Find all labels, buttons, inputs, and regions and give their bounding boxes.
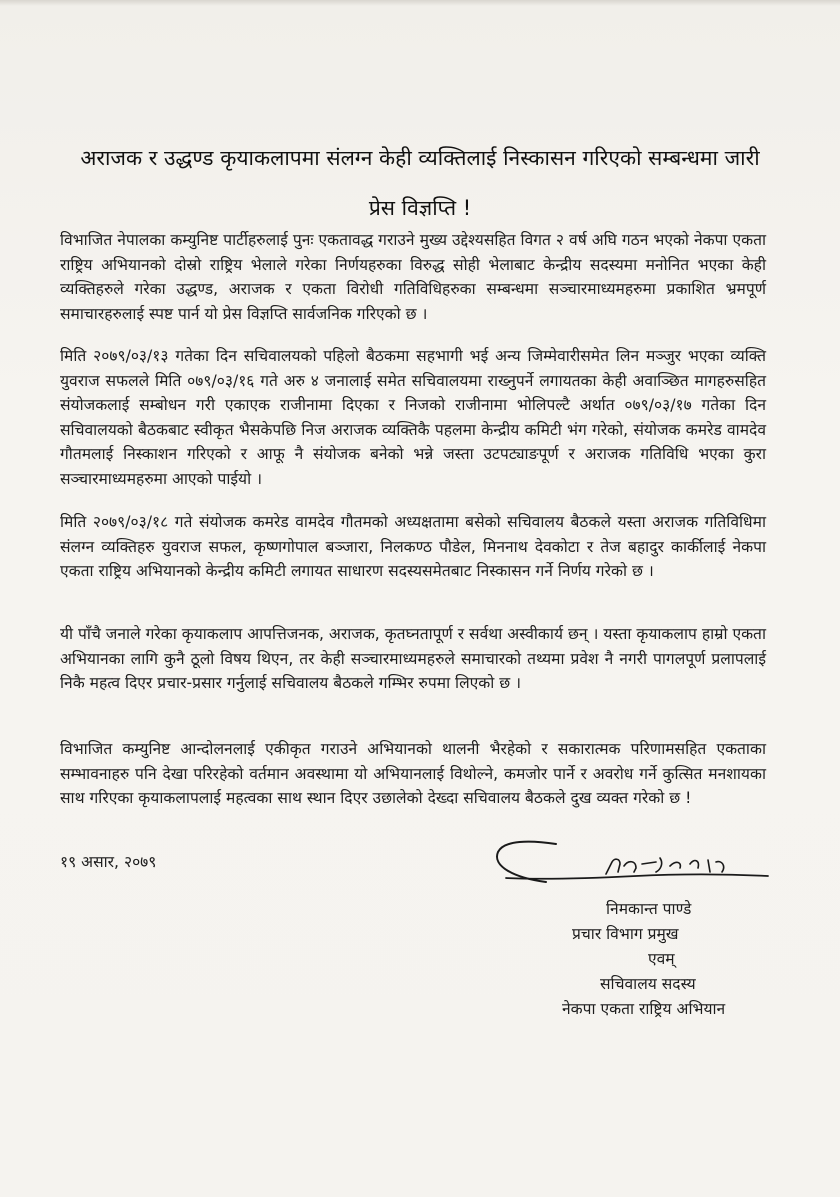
body-paragraph-3: मिति २०७९/०३/१८ गते संयोजक कमरेड वामदेव गौतमको अध्यक्षतामा बसेको सचिवालय बैठकले यस्ता अराजक गतिविधिमा संलग्न व्यक्तिहरु युवराज सफल, कृष्णगोपाल बञ्जारा, निलकण्ठ पौडेल, मिननाथ देवकोटा र तेज बहादुर कार्कीलाई नेकपा एकता राष्ट्रिय अभियानको केन्द्रीय कमिटी लगायत साधारण सदस्यसमेतबाट निस्कासन गर्ने निर्णय गरेको छ । [60, 513, 766, 581]
body-paragraph-1: विभाजित नेपालका कम्युनिष्ट पार्टीहरुलाई पुनः एकतावद्ध गराउने मुख्य उद्देश्यसहित विगत २ वर्ष अघि गठन भएको नेकपा एकता राष्ट्रिय अभियानको दोस्रो राष्ट्रिय भेलाले गरेका निर्णयहरुका विरुद्ध सोही भेलाबाट केन्द्रीय सदस्यमा मनोनित भएका केही व्यक्तिहरुले गरेका उद्धण्ड, अराजक र एकता विरोधी गतिविधिहरुका सम्बन्धमा सञ्चारमाध्यमहरुमा प्रकाशित भ्रमपूर्ण समाचारहरुलाई स्पष्ट पार्न यो प्रेस विज्ञप्ति सार्वजनिक गरिएको छ । [60, 231, 766, 323]
signatory-organization: नेकपा एकता राष्ट्रिय अभियान [562, 1000, 726, 1018]
document-subtitle: प्रेस विज्ञप्ति ! [368, 196, 472, 220]
signatory-member: सचिवालय सदस्य [600, 975, 696, 993]
document-title: अराजक र उद्धण्ड कृयाकलापमा संलग्न केही व्यक्तिलाई निस्कासन गरिएको सम्बन्धमा जारी [80, 146, 760, 170]
body-paragraph-2: मिति २०७९/०३/१३ गतेका दिन सचिवालयको पहिलो बैठकमा सहभागी भई अन्य जिम्मेवारीसमेत लिन मञ्जुर भएका व्यक्ति युवराज सफलले मिति ०७९/०३/१६ गते अरु ४ जनालाई समेत सचिवालयमा राख्नुपर्ने लगायतका केही अवाञ्छित मागहरुसहित संयोजकलाई सम्बोधन गरी एकाएक राजीनामा दिएका र निजको राजीनामा भोलिपल्टै अर्थात ०७९/०३/१७ गतेका दिन सचिवालयको बैठकबाट स्वीकृत भैसकेपछि निज अराजक व्यक्तिकै पहलमा केन्द्रीय कमिटी भंग गरेको, संयोजक कमरेड वामदेव गौतमलाई निस्काशन गरिएको र आफू नै संयोजक बनेको भन्ने जस्ता उटपट्याङपूर्ण र अराजक गतिविधि भएका कुरा सञ्चारमाध्यमहरुमा आएको पाईयो । [60, 347, 766, 488]
body-paragraph-5: विभाजित कम्युनिष्ट आन्दोलनलाई एकीकृत गराउने अभियानको थालनी भैरहेको र सकारात्मक परिणामसहित एकताका सम्भावनाहरु पनि देखा परिरहेको वर्तमान अवस्थामा यो अभियानलाई विथोल्ने, कमजोर पार्ने र अवरोध गर्ने कुत्सित मनशायका साथ गरिएका कृयाकलापलाई महत्वका साथ स्थान दिएर उछालेको देख्दा सचिवालय बैठकले दुख व्यक्त गरेको छ ! [60, 740, 766, 808]
issue-date: १९ असार, २०७९ [60, 853, 157, 871]
signatory-name: निमकान्त पाण्डे [606, 900, 692, 918]
handwritten-signature [486, 838, 776, 904]
signatory-conjunction: एवम् [648, 950, 675, 968]
signatory-block [540, 897, 790, 1022]
signatory-role: प्रचार विभाग प्रमुख [572, 925, 679, 943]
body-paragraph-4: यी पाँचै जनाले गरेका कृयाकलाप आपत्तिजनक, अराजक, कृतघ्नतापूर्ण र सर्वथा अस्वीकार्य छन् । यस्ता कृयाकलाप हाम्रो एकता अभियानका लागि कुनै ठूलो विषय थिएन, तर केही सञ्चारमाध्यमहरुले समाचारको तथ्यमा प्रवेश नै नगरी पागलपूर्ण प्रलापलाई निकै महत्व दिएर प्रचार-प्रसार गर्नुलाई सचिवालय बैठकले गम्भिर रुपमा लिएको छ । [60, 625, 766, 693]
page-top-edge [0, 0, 840, 6]
